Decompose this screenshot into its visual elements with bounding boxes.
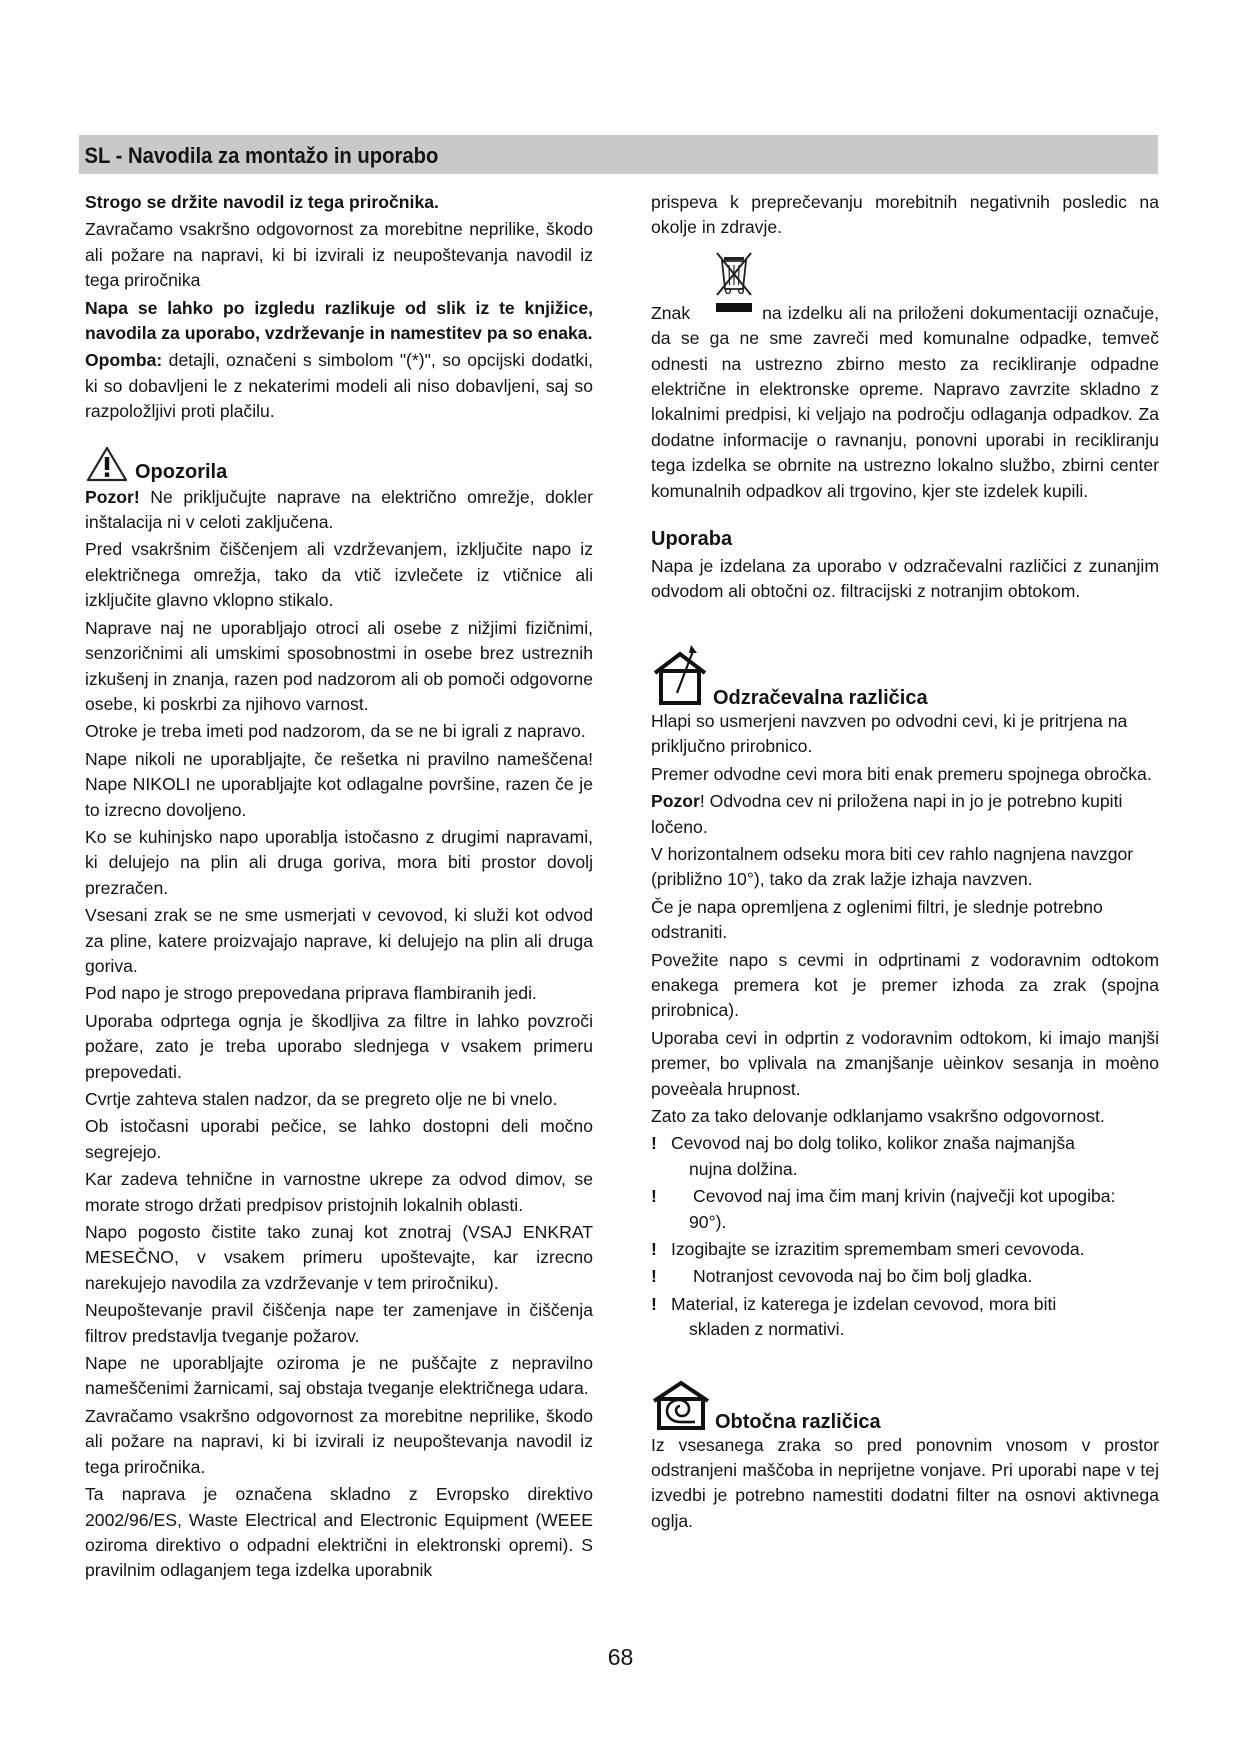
warning-paragraph: Uporaba odprtega ognja je škodljiva za filtre in lahko povzroči požare, zato je treba uporabo slednjega v vsakem primeru prepovedati.: [85, 1010, 593, 1082]
odz-paragraph: Povežite napo s cevmi in odprtinami z vodoravnim odtokom enakega premera kot je premer izhoda za zrak (spojna prirobnica).: [651, 949, 1159, 1021]
odz-paragraph: V horizontalnem odseku mora biti cev rahlo nagnjena navzgor (približno 10°), tako da zrak lažje izhaja navzven.: [651, 843, 1134, 890]
warning-paragraph: Kar zadeva tehnične in varnostne ukrepe za odvod dimov, se morate strogo držati predpisov pristojnih lokalnih oblasti.: [85, 1169, 593, 1215]
bullet-mark: !: [651, 1133, 657, 1154]
obtocna-title: Obtočna različica: [715, 1410, 881, 1433]
warnings-title: Opozorila: [135, 460, 228, 483]
page-title: SL - Navodila za montažo in uporabo: [84, 143, 439, 168]
warning-paragraph: Zavračamo vsakršno odgovornost za morebitne neprilike, škodo ali požare na napravi, ki bi izvirali iz neupoštevanja navodil iz tega priročnika.: [85, 1405, 593, 1477]
odz-paragraph: Hlapi so usmerjeni navzven po odvodni cevi, ki je pritrjena na priključno prirobnico.: [651, 710, 1128, 757]
uporaba-text: Napa je izdelana za uporabo v odzračevalni različici z zunanjim odvodom ali obtočni oz. filtracijski z notranjim obtokom.: [651, 556, 1159, 602]
warning-paragraph: Pod napo je strogo prepovedana priprava flambiranih jedi.: [85, 983, 537, 1004]
odz-paragraph: Zato za tako delovanje odklanjamo vsakršno odgovornost.: [651, 1105, 1105, 1126]
bullet-mark: !: [651, 1186, 657, 1207]
warning-paragraph: Naprave naj ne uporabljajo otroci ali osebe z nižjimi fizičnimi, senzoričnimi ali umskimi sposobnostmi in osebe brez ustreznih izkušenj in znanja, razen pod nadzorom ali ob pomoči odgovorne osebe, ki poskrbi za njihovo varnost.: [85, 617, 593, 714]
disclaimer-text: Zavračamo vsakršno odgovornost za morebitne neprilike, škodo ali požare na napravi, ki bi izvirali iz neupoštevanja navodil iz tega priročnika: [85, 219, 593, 291]
note-label: Opomba:: [85, 350, 163, 371]
warning-paragraph: Vsesani zrak se ne sme usmerjati v cevovod, ki služi kot odvod za pline, katere proizvajajo naprave, ki delujejo na plin ali druga goriva.: [85, 905, 593, 976]
duct-bullet: [651, 1292, 1159, 1343]
uporaba-heading: [651, 526, 1159, 552]
warning-paragraph: Otroke je treba imeti pod nadzorom, da se ne bi igrali z napravo.: [85, 721, 586, 742]
obtocna-text: Iz vsesanega zraka so pred ponovnim vnosom v prostor odstranjeni maščoba in neprijetne vonjave. Pri uporabi nape v tej izvedbi je potrebno namestiti dodatni filter na osnovi aktivnega oglja.: [651, 1434, 1159, 1531]
odz-paragraph: Uporaba cevi in odprtin z vodoravnim odtokom, ki imajo manjši premer, bo vplivala na zmanjšanje uèinkov sesanja in moèno poveèala hrupnost.: [651, 1027, 1159, 1099]
pozor-text: Ne priključujte naprave na električno omrežje, dokler inštalacija ni v celoti zaključena.: [85, 486, 593, 533]
bullet-mark: !: [651, 1266, 657, 1287]
warning-triangle-icon: [85, 445, 129, 483]
recirculation-house-icon: [651, 1379, 711, 1431]
odz-pozor-label: Pozor: [651, 791, 700, 812]
note-text: detajli, označeni s simbolom "(*)", so opcijski dodatki, ki so dobavljeni le z nekaterimi modeli ali niso dobavljeni, saj so razpoložljivi proti plačilu.: [85, 350, 593, 422]
section-header-bar: [79, 135, 1158, 174]
bullet-continuation: skladen z normativi.: [689, 1319, 845, 1340]
znak-label: Znak: [651, 302, 691, 323]
bullet-text: Cevovod naj ima čim manj krivin (največji kot upogiba:: [693, 1186, 1116, 1207]
odz-paragraph: Premer odvodne cevi mora biti enak premeru spojnega obročka.: [651, 763, 1152, 784]
duct-bullet: [651, 1264, 1159, 1289]
pozor-paragraph: [85, 485, 593, 536]
bullet-text: Notranjost cevovoda naj bo čim bolj gladka.: [693, 1266, 1033, 1287]
bullet-text: Material, iz katerega je izdelan cevovod, mora biti: [671, 1293, 1057, 1314]
znak-text: na izdelku ali na priloženi dokumentaciji označuje, da se ga ne sme zavreči med komunalne odpadke, temveč odnesti na ustrezno zbirno mesto za recikliranje odpadne električne in elektronske opreme. Napravo zavrzite skladno z lokalnimi predpisi, ki veljajo na področju odlaganja odpadkov. Za dodatne informacije o ravnanju, ponovni uporabi in recikliranju tega izdelka se obrnite na ustrezno lokalno službo, zbirni center komunalnih odpadkov ali trgovino, kjer ste izdelek kupili.: [651, 302, 1159, 501]
weee-continuation: prispeva k preprečevanju morebitnih negativnih posledic na okolje in zdravje.: [651, 192, 1159, 238]
appearance-note: Napa se lahko po izgledu razlikuje od slik iz te knjižice, navodila za uporabo, vzdrževanje in namestitev pa so enaka.: [85, 297, 593, 344]
bullet-mark: !: [651, 1239, 657, 1259]
warning-paragraph: Ob istočasni uporabi pečice, se lahko dostopni deli močno segrejejo.: [85, 1116, 593, 1162]
odzracevalna-heading: [651, 643, 1159, 707]
warning-paragraph: Neupoštevanje pravil čiščenja nape ter zamenjave in čiščenja filtrov predstavlja tveganje požarov.: [85, 1300, 593, 1346]
page-number: 68: [607, 1644, 634, 1670]
odz-pozor-text: ! Odvodna cev ni priložena napi in jo je potrebno kupiti ločeno.: [651, 791, 1123, 837]
duct-bullet: [651, 1131, 1159, 1182]
duct-bullet: [651, 1184, 1159, 1235]
warning-paragraph: Nape nikoli ne uporabljajte, če rešetka ni pravilno nameščena! Nape NIKOLI ne uporabljajte kot odlagalne površine, razen če je to izrecno dovoljeno.: [85, 748, 593, 820]
bullet-continuation: nujna dolžina.: [689, 1158, 798, 1179]
warning-paragraph: Pred vsakršnim čiščenjem ali vzdrževanjem, izključite napo iz električnega omrežja, tako da vtič izvlečete iz vtičnice ali izključite glavno vklopno stikalo.: [85, 539, 593, 611]
odz-pozor-paragraph: [651, 789, 1159, 840]
weee-symbol-block: [651, 249, 1159, 504]
warnings-heading: [85, 445, 593, 483]
uporaba-title: Uporaba: [651, 528, 733, 551]
left-column: [85, 190, 593, 1586]
right-column: [651, 190, 1159, 1536]
odzracevalna-title: Odzračevalna različica: [713, 686, 928, 709]
warning-paragraph: Nape ne uporabljajte oziroma je ne puščajte z nepravilno nameščenimi žarnicami, saj obstaja tveganje električnega udara.: [85, 1353, 593, 1399]
weee-paragraph: Ta naprava je označena skladno z Evropsko direktivo 2002/96/ES, Waste Electrical and Electronic Equipment (WEEE oziroma direktivo o odpadni električni in elektronski opremi). S pravilnim odlaganjem tega izdelka uporabnik: [85, 1484, 593, 1581]
ducted-house-icon: [651, 643, 709, 707]
pozor-label: Pozor!: [85, 486, 140, 507]
duct-bullet: [651, 1237, 1159, 1262]
warning-paragraph: Ko se kuhinjsko napo uporablja istočasno z drugimi napravami, ki delujejo na plin ali druga goriva, mora biti prostor dovolj prezračen.: [85, 826, 593, 898]
bullet-text: Izogibajte se izrazitim spremembam smeri cevovoda.: [671, 1239, 1085, 1259]
warning-paragraph: Napo pogosto čistite tako zunaj kot znotraj (VSAJ ENKRAT MESEČNO, v vsakem primeru upoštevajte, kar izrecno narekujejo navodila za vzdrževanje v tem priročniku).: [85, 1222, 593, 1293]
bullet-mark: !: [651, 1293, 657, 1314]
weee-paragraph-right: [651, 301, 1159, 504]
bullet-text: Cevovod naj bo dolg toliko, kolikor znaša najmanjša: [671, 1133, 1075, 1154]
strict-instruction: Strogo se držite navodil iz tega priročnika.: [85, 192, 439, 212]
odz-paragraph: Če je napa opremljena z oglenimi filtri, je slednje potrebno odstraniti.: [651, 896, 1103, 943]
crossed-bin-icon: [713, 249, 755, 315]
warning-paragraph: Cvrtje zahteva stalen nadzor, da se pregreto olje ne bi vnelo.: [85, 1089, 558, 1109]
optional-note: [85, 348, 593, 424]
bullet-continuation: 90°).: [689, 1211, 727, 1232]
obtocna-heading: [651, 1379, 1159, 1431]
